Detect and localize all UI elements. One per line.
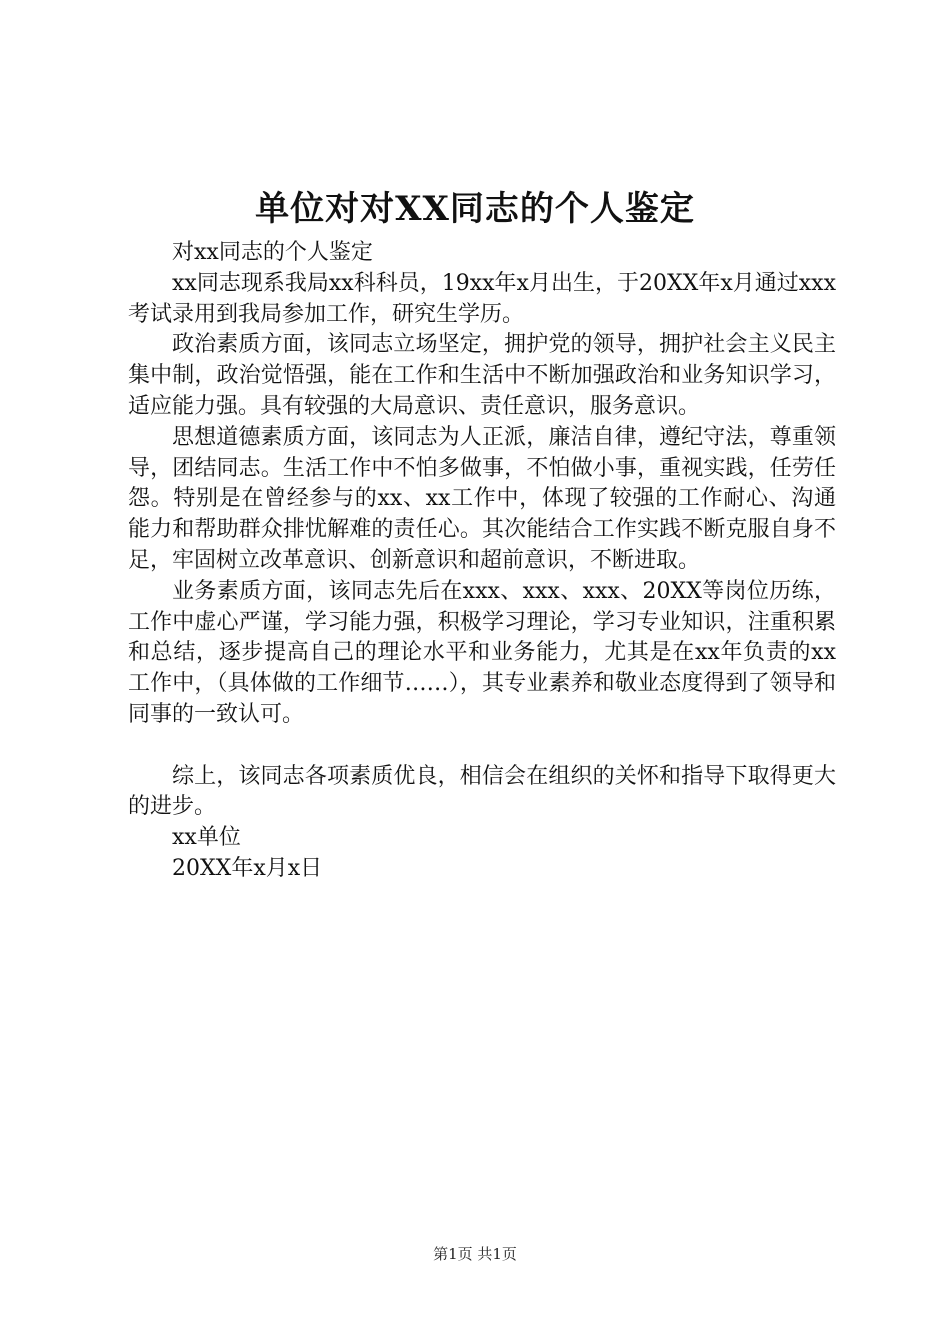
- paragraph-political: 政治素质方面，该同志立场坚定，拥护党的领导，拥护社会主义民主集中制，政治觉悟强，能在工作和生活中不断加强政治和业务知识学习，适应能力强。具有较强的大局意识、责任意识，服务意识。: [128, 332, 836, 419]
- paragraph-heading: 对xx同志的个人鉴定: [172, 240, 373, 265]
- paragraph-professional: 业务素质方面，该同志先后在xxx、xxx、xxx、20XX等岗位历练，工作中虚心严谨，学习能力强，积极学习理论，学习专业知识，注重积累和总结，逐步提高自己的理论水平和业务能力，尤其是在xx年负责的xx工作中，（具体做的工作细节……），其专业素养和敬业态度得到了领导和同事的一致认可。: [128, 578, 836, 727]
- page-footer: 第1页 共1页: [433, 1245, 517, 1263]
- paragraph-intro: xx同志现系我局xx科科员，19xx年x月出生，于20XX年x月通过xxx考试录用到我局参加工作，研究生学历。: [128, 270, 836, 327]
- paragraph-summary: 综上，该同志各项素质优良，相信会在组织的关怀和指导下取得更大的进步。: [128, 763, 836, 820]
- document-title: 单位对对XX同志的个人鉴定: [255, 189, 695, 229]
- paragraph-moral: 思想道德素质方面，该同志为人正派，廉洁自律，遵纪守法，尊重领导，团结同志。生活工作中不怕多做事，不怕做小事，重视实践，任劳任怨。特别是在曾经参与的xx、xx工作中，体现了较强的工作耐心、沟通能力和帮助群众排忧解难的责任心。其次能结合工作实践不断克服自身不足，牢固树立改革意识、创新意识和超前意识，不断进取。: [128, 424, 836, 573]
- signature-date: 20XX年x月x日: [172, 855, 323, 881]
- document-body: [128, 238, 836, 885]
- signature-unit: xx单位: [172, 825, 241, 851]
